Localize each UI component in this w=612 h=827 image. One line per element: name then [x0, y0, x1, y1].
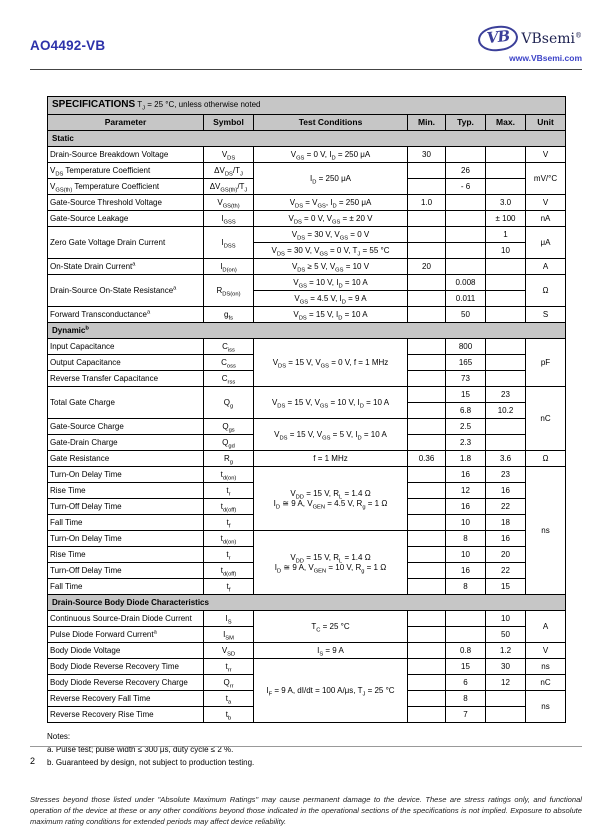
table-cell — [446, 227, 486, 243]
table-row — [48, 147, 566, 163]
table-cell: $Q_{gs}$ — [204, 419, 254, 435]
table-cell: $V_{DS} = 15$ V, $V_{GS} = 5$ V, $I_D = 10$ A — [254, 419, 408, 451]
page-number: 2 — [30, 756, 36, 766]
table-cell — [408, 707, 446, 723]
table-cell — [408, 643, 446, 659]
table-cell: $R_{DS(on)}$ — [204, 275, 254, 307]
table-cell — [486, 339, 526, 355]
table-cell: 165 — [446, 355, 486, 371]
table-cell: $C_{iss}$ — [204, 339, 254, 355]
table-cell: 15 — [446, 387, 486, 403]
column-header-row — [48, 115, 566, 131]
table-cell: 10 — [486, 243, 526, 259]
table-cell: 23 — [486, 387, 526, 403]
note-a: a. Pulse test; pulse width ≤ 300 μs, duty cycle ≤ 2 %. — [47, 744, 234, 754]
table-cell: ns — [526, 691, 566, 723]
table-cell: $Q_{rr}$ — [204, 675, 254, 691]
table-cell: 12 — [486, 675, 526, 691]
column-header-parameter: Parameter — [48, 115, 204, 131]
table-cell — [486, 435, 526, 451]
table-cell — [486, 291, 526, 307]
table-cell: $t_{d(off)}$ — [204, 499, 254, 515]
parameter-cell: Drain-Source Breakdown Voltage — [48, 147, 204, 163]
parameter-cell: Pulse Diode Forward Current$^a$ — [48, 627, 204, 643]
table-cell: $I_S$ — [204, 611, 254, 627]
table-cell: $t_{rr}$ — [204, 659, 254, 675]
table-cell: $V_{DS} = 15$ V, $V_{GS} = 10$ V, $I_D = 10$ A — [254, 387, 408, 419]
table-cell: $t_{d(on)}$ — [204, 531, 254, 547]
table-cell — [446, 611, 486, 627]
column-header-symbol: Symbol — [204, 115, 254, 131]
table-cell: nC — [526, 387, 566, 451]
page-header — [0, 0, 612, 63]
table-cell: - 6 — [446, 179, 486, 195]
table-cell — [408, 515, 446, 531]
table-cell — [486, 163, 526, 179]
table-cell: Ω — [526, 275, 566, 307]
parameter-cell: Body Diode Voltage — [48, 643, 204, 659]
table-cell: $t_f$ — [204, 515, 254, 531]
parameter-cell: Body Diode Reverse Recovery Charge — [48, 675, 204, 691]
table-cell — [408, 435, 446, 451]
table-cell: mV/°C — [526, 163, 566, 195]
table-row — [48, 163, 566, 179]
table-cell — [486, 179, 526, 195]
table-cell: 16 — [446, 563, 486, 579]
column-header-unit: Unit — [526, 115, 566, 131]
parameter-cell: Drain-Source On-State Resistance$^a$ — [48, 275, 204, 307]
table-cell — [408, 339, 446, 355]
table-cell — [486, 691, 526, 707]
table-cell: $I_D = 250$ μA — [254, 163, 408, 195]
footer-divider — [30, 746, 582, 747]
disclaimer-text: Stresses beyond those listed under "Absolute Maximum Ratings" may cause permanent damage to the device. These are stress ratings only, and functional operation of the device at these or any other conditions beyond those indicated in the operational sections of the specifications is not implied. Exposure to absolute maximum rating conditions for extended periods may affect device reliability. — [30, 795, 582, 826]
table-cell: $t_b$ — [204, 707, 254, 723]
table-cell: pF — [526, 339, 566, 387]
table-cell: 16 — [446, 499, 486, 515]
table-cell — [446, 211, 486, 227]
table-cell: $C_{rss}$ — [204, 371, 254, 387]
table-cell: $V_{DS} = 15$ V, $I_D = 10$ A — [254, 307, 408, 323]
table-cell: 0.8 — [446, 643, 486, 659]
table-cell: 1 — [486, 227, 526, 243]
table-cell: $\Delta V_{GS(th)}/T_J$ — [204, 179, 254, 195]
table-cell: 8 — [446, 579, 486, 595]
table-row — [48, 643, 566, 659]
spec-table-wrap — [47, 96, 612, 723]
parameter-cell: Turn-On Delay Time — [48, 531, 204, 547]
table-cell: $R_g$ — [204, 451, 254, 467]
table-cell: 30 — [486, 659, 526, 675]
table-cell — [486, 307, 526, 323]
table-row — [48, 227, 566, 243]
table-cell — [486, 707, 526, 723]
table-cell: $t_a$ — [204, 691, 254, 707]
table-cell — [486, 355, 526, 371]
section-row — [48, 323, 566, 339]
table-cell: 73 — [446, 371, 486, 387]
table-row — [48, 275, 566, 291]
table-cell: $V_{GS} = 0$ V, $I_D = 250$ μA — [254, 147, 408, 163]
vb-logo-icon — [477, 24, 520, 53]
table-cell — [408, 611, 446, 627]
table-cell: 0.011 — [446, 291, 486, 307]
table-cell: 12 — [446, 483, 486, 499]
table-cell: $C_{oss}$ — [204, 355, 254, 371]
section-row — [48, 595, 566, 611]
table-cell — [486, 259, 526, 275]
parameter-cell: Continuous Source-Drain Diode Current — [48, 611, 204, 627]
table-row — [48, 259, 566, 275]
table-cell: 20 — [486, 547, 526, 563]
table-row — [48, 307, 566, 323]
table-cell: $V_{GS(th)}$ — [204, 195, 254, 211]
table-cell: $V_{GS} = 4.5$ V, $I_D = 9$ A — [254, 291, 408, 307]
table-cell: $V_{GS} = 10$ V, $I_D = 10$ A — [254, 275, 408, 291]
table-cell: $I_{GSS}$ — [204, 211, 254, 227]
table-cell — [408, 227, 446, 243]
table-cell: 7 — [446, 707, 486, 723]
table-cell: 3.6 — [486, 451, 526, 467]
table-cell — [408, 179, 446, 195]
table-cell — [408, 211, 446, 227]
parameter-cell: Gate-Source Threshold Voltage — [48, 195, 204, 211]
table-cell: $I_F = 9$ A, dI/dt = 100 A/μs, $T_J = 25$ °C — [254, 659, 408, 723]
table-cell: $g_{fs}$ — [204, 307, 254, 323]
table-title-row — [48, 97, 566, 115]
registered-mark: ® — [575, 30, 582, 39]
section-title: Drain-Source Body Diode Characteristics — [48, 595, 566, 611]
table-cell: 0.008 — [446, 275, 486, 291]
vbsemi-logo — [478, 26, 582, 51]
table-cell: $V_{DS} = 30$ V, $V_{GS} = 0$ V — [254, 227, 408, 243]
section-title: Dynamic$^b$ — [48, 323, 566, 339]
table-cell — [408, 483, 446, 499]
parameter-cell: Rise Time — [48, 483, 204, 499]
table-cell — [408, 243, 446, 259]
table-cell — [408, 403, 446, 419]
parameter-cell: Zero Gate Voltage Drain Current — [48, 227, 204, 259]
table-cell: $t_{d(off)}$ — [204, 563, 254, 579]
table-cell: A — [526, 611, 566, 643]
table-cell: 16 — [486, 531, 526, 547]
table-cell: $V_{SD}$ — [204, 643, 254, 659]
table-cell — [408, 355, 446, 371]
table-row — [48, 659, 566, 675]
table-cell: $V_{DD} = 15$ V, $R_L = 1.4$ Ω $I_D$ ≅ 9 A, $V_{GEN} = 10$ V, $R_g = 1$ Ω — [254, 531, 408, 595]
table-cell: 8 — [446, 531, 486, 547]
table-title — [48, 97, 566, 115]
table-cell: 23 — [486, 467, 526, 483]
table-cell: $I_{D(on)}$ — [204, 259, 254, 275]
table-cell: $V_{DS} = 30$ V, $V_{GS} = 0$ V, $T_J = 55$ °C — [254, 243, 408, 259]
section-row — [48, 131, 566, 147]
table-cell: 2.5 — [446, 419, 486, 435]
table-cell: 50 — [446, 307, 486, 323]
table-cell: 26 — [446, 163, 486, 179]
table-cell — [408, 371, 446, 387]
parameter-cell: Gate Resistance — [48, 451, 204, 467]
table-cell: $Q_g$ — [204, 387, 254, 419]
table-cell — [408, 659, 446, 675]
header-divider — [30, 69, 582, 70]
table-cell — [446, 195, 486, 211]
table-cell — [408, 531, 446, 547]
parameter-cell: Rise Time — [48, 547, 204, 563]
table-cell — [408, 563, 446, 579]
table-row — [48, 611, 566, 627]
table-cell: 1.2 — [486, 643, 526, 659]
table-cell: 2.3 — [446, 435, 486, 451]
parameter-cell: Body Diode Reverse Recovery Time — [48, 659, 204, 675]
table-cell: $V_{DD} = 15$ V, $R_L = 1.4$ Ω $I_D$ ≅ 9 A, $V_{GEN} = 4.5$ V, $R_g = 1$ Ω — [254, 467, 408, 531]
table-cell — [446, 147, 486, 163]
table-cell — [408, 499, 446, 515]
table-cell: 800 — [446, 339, 486, 355]
website-link[interactable]: www.VBsemi.com — [509, 53, 582, 63]
table-title-conditions: $T_J = 25$ °C, unless otherwise noted — [137, 100, 261, 112]
table-cell — [408, 275, 446, 291]
table-cell — [446, 243, 486, 259]
table-cell — [408, 419, 446, 435]
parameter-cell: Turn-On Delay Time — [48, 467, 204, 483]
table-cell: $V_{DS} \ge 5$ V, $V_{GS} = 10$ V — [254, 259, 408, 275]
table-cell — [486, 147, 526, 163]
table-cell: ± 100 — [486, 211, 526, 227]
table-cell: 22 — [486, 563, 526, 579]
table-cell: 15 — [446, 659, 486, 675]
table-cell: V — [526, 195, 566, 211]
table-cell: 3.0 — [486, 195, 526, 211]
parameter-cell: Turn-Off Delay Time — [48, 499, 204, 515]
table-cell: $t_r$ — [204, 547, 254, 563]
table-cell: 22 — [486, 499, 526, 515]
table-cell: 16 — [486, 483, 526, 499]
column-header-test-conditions: Test Conditions — [254, 115, 408, 131]
parameter-cell: Gate-Source Leakage — [48, 211, 204, 227]
table-cell: 6.8 — [446, 403, 486, 419]
table-row — [48, 531, 566, 547]
parameter-cell: Gate-Drain Charge — [48, 435, 204, 451]
brand-block — [478, 26, 582, 63]
table-cell — [408, 579, 446, 595]
page-footer — [30, 746, 582, 766]
parameter-cell: Reverse Transfer Capacitance — [48, 371, 204, 387]
table-cell: $V_{DS}$ — [204, 147, 254, 163]
table-cell: 6 — [446, 675, 486, 691]
parameter-cell: Reverse Recovery Fall Time — [48, 691, 204, 707]
table-cell: Ω — [526, 451, 566, 467]
parameter-cell: Input Capacitance — [48, 339, 204, 355]
table-cell: 50 — [486, 627, 526, 643]
parameter-cell: Total Gate Charge — [48, 387, 204, 419]
table-cell: nA — [526, 211, 566, 227]
table-row — [48, 339, 566, 355]
table-cell: $\Delta V_{DS}/T_J$ — [204, 163, 254, 179]
table-cell: 16 — [446, 467, 486, 483]
table-cell: $I_{DSS}$ — [204, 227, 254, 259]
table-cell — [486, 419, 526, 435]
table-cell: $I_S = 9$ A — [254, 643, 408, 659]
table-cell: 1.0 — [408, 195, 446, 211]
parameter-cell: Gate-Source Charge — [48, 419, 204, 435]
table-title-bold: SPECIFICATIONS — [52, 99, 136, 111]
section-title: Static — [48, 131, 566, 147]
table-cell: f = 1 MHz — [254, 451, 408, 467]
table-cell: 18 — [486, 515, 526, 531]
logo-text — [521, 31, 582, 47]
table-cell — [446, 627, 486, 643]
table-cell: $I_{SM}$ — [204, 627, 254, 643]
spec-table — [47, 96, 566, 723]
table-cell: $T_C = 25$ °C — [254, 611, 408, 643]
spec-table-body — [48, 131, 566, 723]
table-cell: $t_f$ — [204, 579, 254, 595]
parameter-cell: On-State Drain Current$^a$ — [48, 259, 204, 275]
table-cell: 1.8 — [446, 451, 486, 467]
table-row — [48, 211, 566, 227]
table-cell — [408, 691, 446, 707]
table-cell: A — [526, 259, 566, 275]
table-cell — [486, 371, 526, 387]
table-cell — [408, 291, 446, 307]
parameter-cell: $V_{GS(th)}$ Temperature Coefficient — [48, 179, 204, 195]
table-cell: S — [526, 307, 566, 323]
table-cell: 15 — [486, 579, 526, 595]
parameter-cell: Fall Time — [48, 579, 204, 595]
column-header-typ: Typ. — [446, 115, 486, 131]
table-cell — [486, 275, 526, 291]
logo-text-label: VBsemi — [521, 30, 575, 47]
notes-label: Notes: — [47, 732, 71, 741]
column-header-max: Max. — [486, 115, 526, 131]
table-cell: ns — [526, 659, 566, 675]
parameter-cell: $V_{DS}$ Temperature Coefficient — [48, 163, 204, 179]
table-cell — [408, 387, 446, 403]
parameter-cell: Fall Time — [48, 515, 204, 531]
table-cell: 10 — [486, 611, 526, 627]
table-cell: 10 — [446, 547, 486, 563]
table-cell: ns — [526, 467, 566, 595]
column-header-min: Min. — [408, 115, 446, 131]
parameter-cell: Reverse Recovery Rise Time — [48, 707, 204, 723]
table-cell: V — [526, 147, 566, 163]
table-cell: μA — [526, 227, 566, 259]
table-cell: 10 — [446, 515, 486, 531]
parameter-cell: Output Capacitance — [48, 355, 204, 371]
table-cell — [408, 307, 446, 323]
table-cell: $t_r$ — [204, 483, 254, 499]
table-cell: nC — [526, 675, 566, 691]
table-cell: $V_{DS} = V_{GS}$, $I_D = 250$ μA — [254, 195, 408, 211]
table-cell: V — [526, 643, 566, 659]
parameter-cell: Forward Transconductance$^a$ — [48, 307, 204, 323]
table-cell: 10.2 — [486, 403, 526, 419]
parameter-cell: Turn-Off Delay Time — [48, 563, 204, 579]
table-row — [48, 387, 566, 403]
table-cell: $V_{DS} = 15$ V, $V_{GS} = 0$ V, f = 1 MHz — [254, 339, 408, 387]
table-row — [48, 467, 566, 483]
table-cell: 20 — [408, 259, 446, 275]
table-cell: $t_{d(on)}$ — [204, 467, 254, 483]
table-cell: $Q_{gd}$ — [204, 435, 254, 451]
table-cell — [446, 259, 486, 275]
table-row — [48, 451, 566, 467]
table-cell — [408, 675, 446, 691]
part-number: AO4492-VB — [30, 38, 106, 53]
table-cell: 30 — [408, 147, 446, 163]
table-cell: 0.36 — [408, 451, 446, 467]
table-cell: 8 — [446, 691, 486, 707]
table-cell: $V_{DS} = 0$ V, $V_{GS}$ = ± 20 V — [254, 211, 408, 227]
table-cell — [408, 627, 446, 643]
table-row — [48, 195, 566, 211]
table-row — [48, 419, 566, 435]
note-b: b. Guaranteed by design, not subject to production testing. — [47, 757, 255, 767]
table-cell — [408, 163, 446, 179]
vb-logo-letters: VB — [486, 26, 511, 48]
table-cell — [408, 547, 446, 563]
table-cell — [408, 467, 446, 483]
